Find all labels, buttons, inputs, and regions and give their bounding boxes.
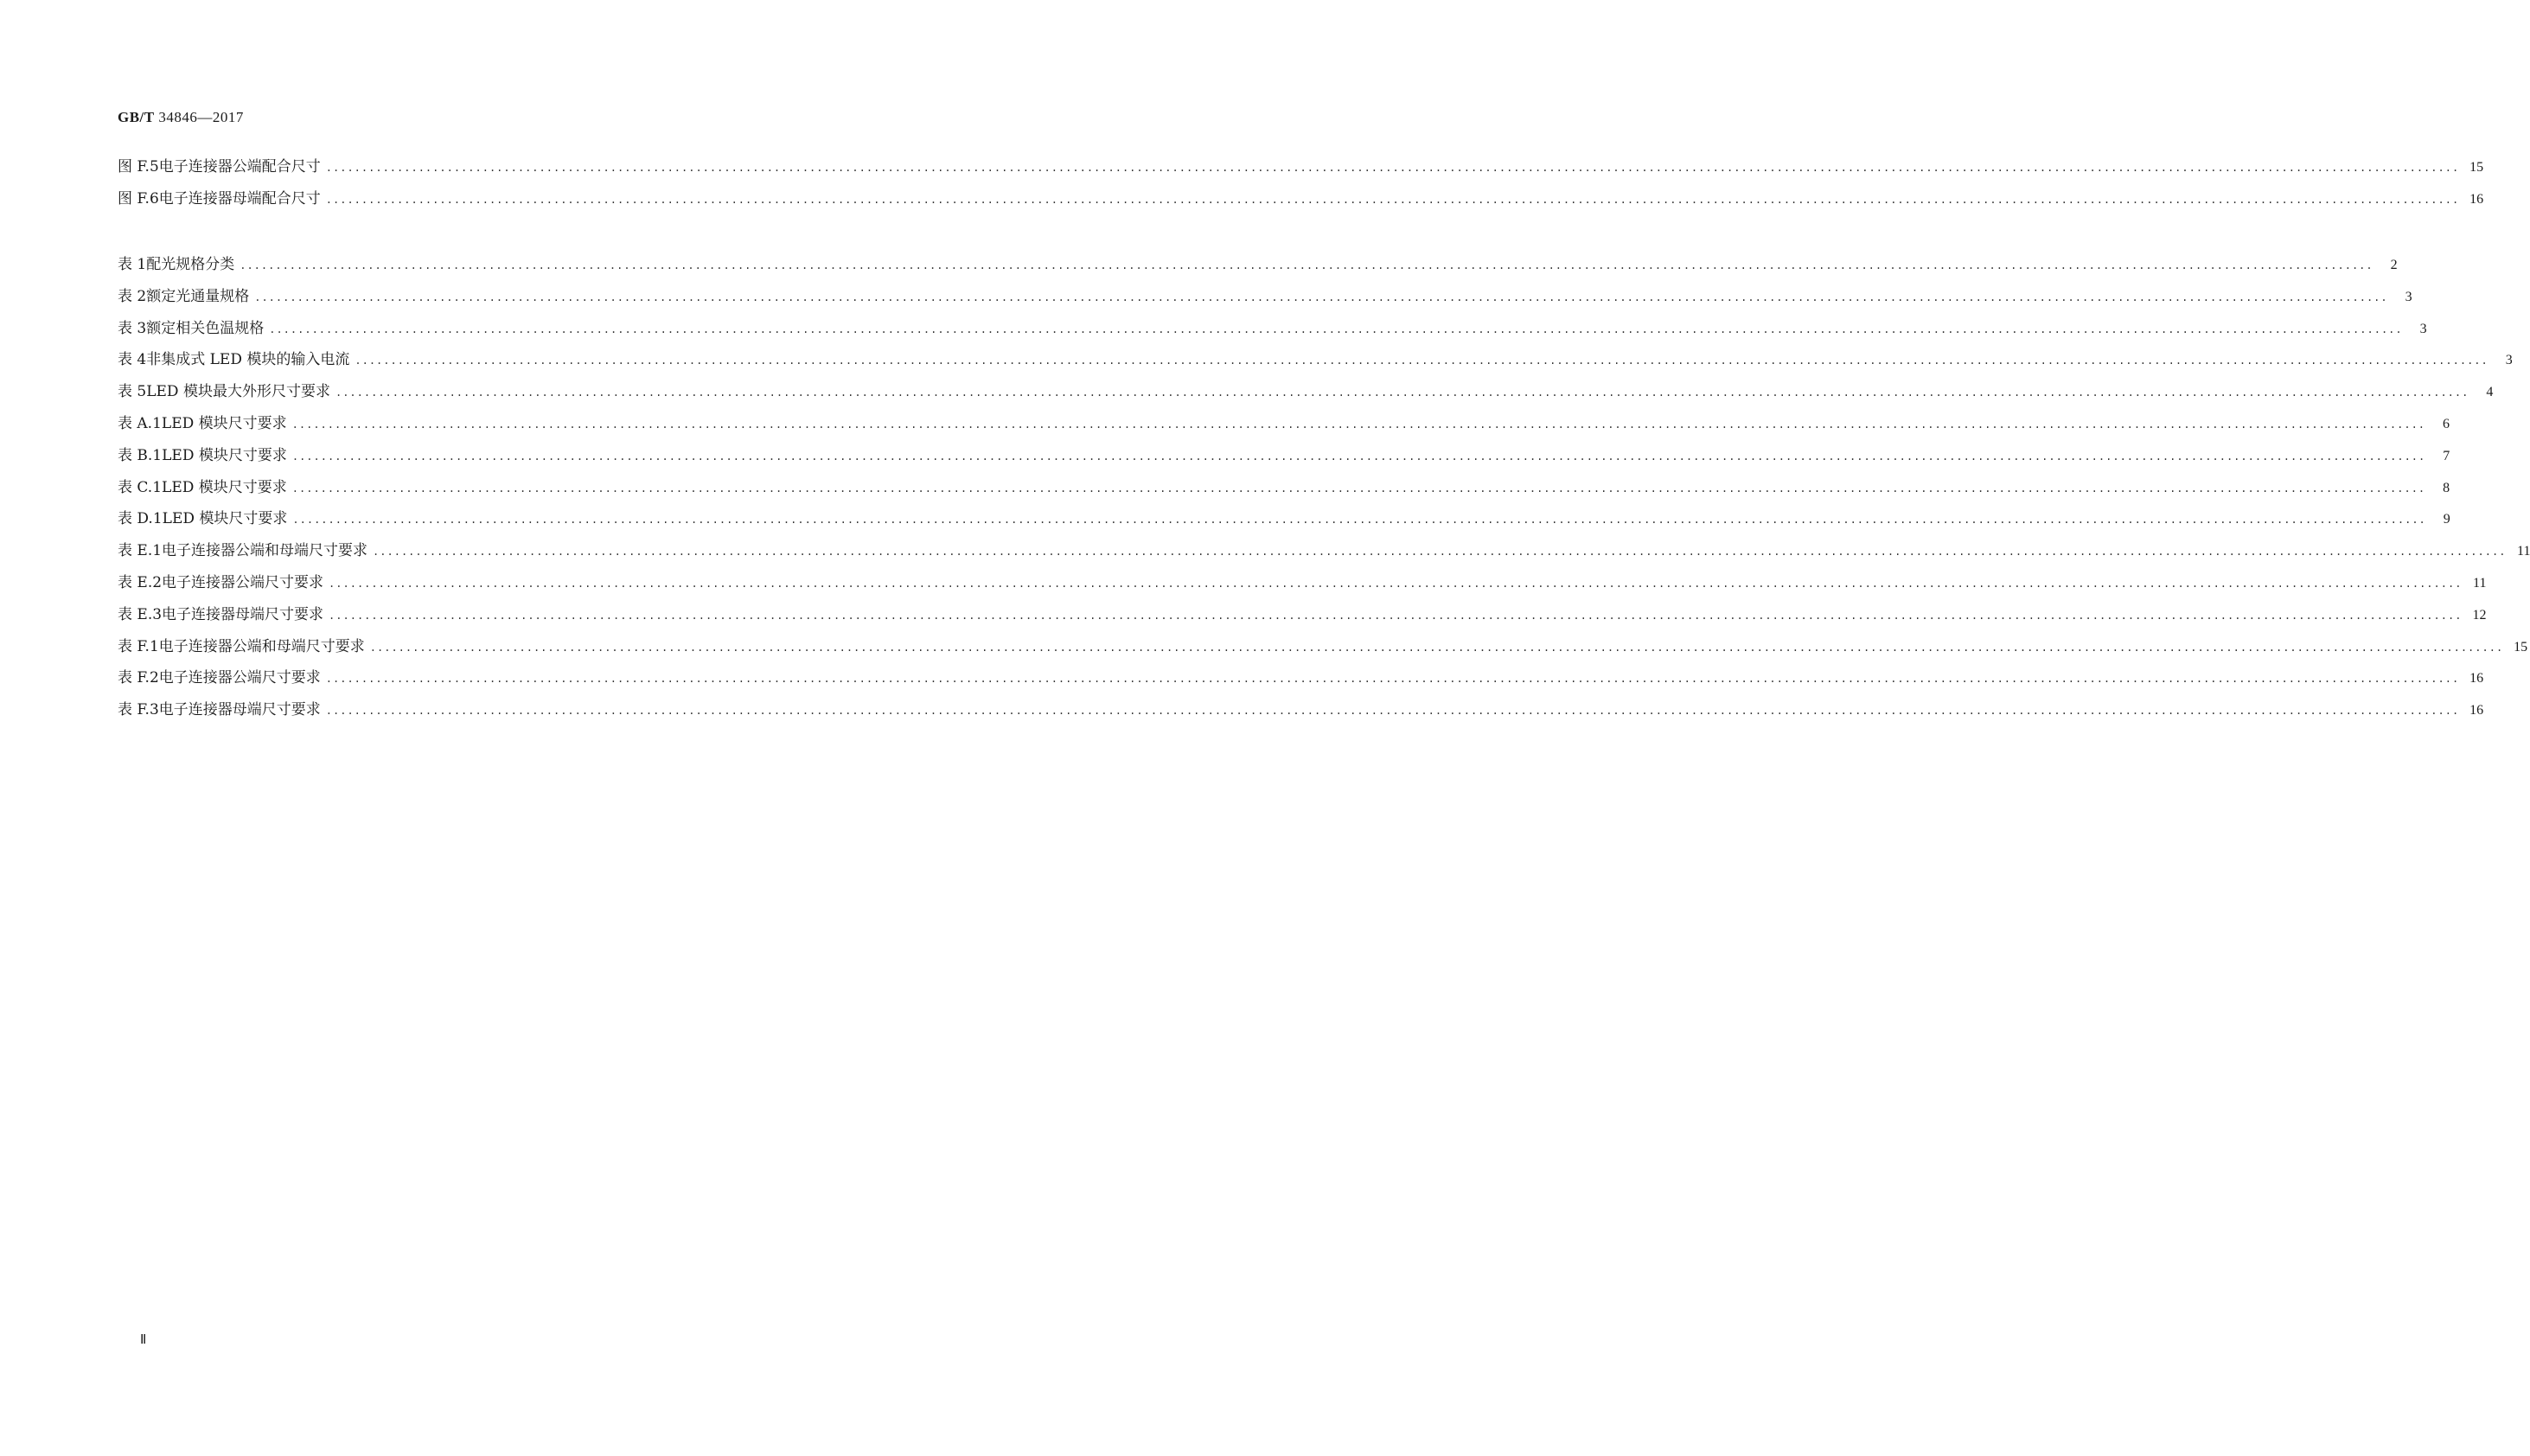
toc-entry-title: 电子连接器母端配合尺寸 [158,189,321,208]
table-entry[interactable] [118,379,2494,411]
toc-entry-page: 15 [2514,639,2528,655]
toc-entry-label: 表 D.1 [118,510,163,528]
toc-entry-page: 11 [2473,575,2487,591]
toc-entry-title: 配光规格分类 [146,256,235,273]
toc-entry-page: 7 [2443,448,2450,463]
dot-leader: ............................................................................................................................................................................................................................................................................................................ [240,259,2373,271]
toc-entry-page: 3 [2505,353,2513,368]
toc-entry-page: 12 [2472,607,2487,623]
toc-entry-page: 16 [2469,703,2484,718]
page-number: Ⅱ [140,1333,147,1347]
table-entry[interactable] [118,411,2450,443]
standard-code [118,109,244,126]
dot-leader: ............................................................................................................................................................................................................................................................................................................ [325,705,2460,718]
table-entry[interactable] [118,347,2513,379]
table-entry[interactable] [118,570,2487,602]
table-entry[interactable] [118,538,2530,570]
toc-entry-page: 9 [2443,512,2450,527]
toc-entry-label: 表 A.1 [118,414,162,432]
toc-entry-title: 电子连接器公端配合尺寸 [158,158,321,176]
dot-leader: ............................................................................................................................................................................................................................................................................................................ [291,418,2426,431]
toc-entry-title: 非集成式 LED 模块的输入电流 [146,351,350,369]
toc-entry-label: 表 E.2 [118,573,163,591]
toc-entry-title: 电子连接器母端尺寸要求 [162,605,324,623]
toc-entry-title: 电子连接器母端尺寸要求 [158,701,321,719]
dot-leader: ............................................................................................................................................................................................................................................................................................................ [269,322,2403,335]
toc-entry-title: LED 模块尺寸要求 [162,510,288,528]
dot-leader: ............................................................................................................................................................................................................................................................................................................ [329,577,2463,590]
toc-entry-label: 表 E.1 [118,542,163,560]
dot-leader: ............................................................................................................................................................................................................................................................................................................ [335,386,2469,399]
toc-entry-label: 表 F.1 [118,637,159,655]
figure-list [118,154,2484,218]
toc-entry-title: LED 模块尺寸要求 [162,478,287,496]
standard-prefix: GB/T [118,109,155,125]
toc-entry-label: 表 B.1 [118,446,163,464]
table-entry[interactable] [118,665,2484,697]
toc-entry-label: 表 F.3 [118,701,159,719]
table-list [118,252,2530,729]
toc-entry-label: 图 F.5 [118,158,159,176]
toc-entry-page: 15 [2469,160,2484,175]
toc-entry-page: 11 [2517,544,2530,559]
dot-leader: ............................................................................................................................................................................................................................................................................................................ [325,673,2460,686]
standard-number: 34846—2017 [158,109,244,125]
dot-leader: ............................................................................................................................................................................................................................................................................................................ [291,450,2426,463]
toc-entry-page: 4 [2486,385,2494,400]
dot-leader: ............................................................................................................................................................................................................................................................................................................ [325,193,2460,206]
toc-entry-page: 3 [2419,321,2427,336]
toc-entry-label: 图 F.6 [118,189,159,208]
toc-entry-label: 表 2 [118,287,147,305]
toc-entry-page: 2 [2390,258,2398,272]
toc-entry-page: 16 [2469,191,2484,207]
toc-entry-title: 额定光通量规格 [146,287,250,305]
toc-entry-title: LED 模块最大外形尺寸要求 [146,383,330,401]
table-entry[interactable] [118,634,2528,666]
toc-entry-label: 表 1 [118,256,147,273]
toc-entry-label: 表 E.3 [118,605,163,623]
table-entry[interactable] [118,475,2450,507]
toc-entry-label: 表 4 [118,351,147,369]
toc-entry-title: 电子连接器公端尺寸要求 [162,573,324,591]
toc-entry-page: 6 [2443,416,2450,431]
table-entry[interactable] [118,252,2398,284]
toc-entry-title: 额定相关色温规格 [146,319,265,337]
figure-entry[interactable] [118,186,2484,218]
table-entry[interactable] [118,506,2450,538]
dot-leader: ............................................................................................................................................................................................................................................................................................................ [291,482,2426,495]
dot-leader: ............................................................................................................................................................................................................................................................................................................ [329,609,2463,622]
toc-entry-label: 表 3 [118,319,147,337]
toc-entry-title: LED 模块尺寸要求 [161,414,287,432]
toc-entry-title: 电子连接器公端尺寸要求 [158,669,321,687]
dot-leader: ............................................................................................................................................................................................................................................................................................................ [373,546,2507,559]
dot-leader: ............................................................................................................................................................................................................................................................................................................ [325,162,2460,174]
toc-entry-page: 8 [2443,480,2450,495]
table-entry[interactable] [118,602,2487,634]
table-entry[interactable] [118,316,2427,348]
dot-leader: ............................................................................................................................................................................................................................................................................................................ [369,641,2504,654]
table-entry[interactable] [118,443,2450,475]
toc-entry-title: 电子连接器公端和母端尺寸要求 [158,637,365,655]
toc-entry-title: 电子连接器公端和母端尺寸要求 [162,542,368,560]
toc-entry-page: 16 [2469,671,2484,686]
table-entry[interactable] [118,697,2484,729]
table-entry[interactable] [118,284,2412,316]
toc-entry-title: LED 模块尺寸要求 [162,446,287,464]
dot-leader: ............................................................................................................................................................................................................................................................................................................ [292,514,2426,527]
figure-entry[interactable] [118,154,2484,186]
toc-entry-page: 3 [2405,289,2412,304]
dot-leader: ............................................................................................................................................................................................................................................................................................................ [355,354,2488,367]
toc-entry-label: 表 C.1 [118,478,163,496]
toc-entry-label: 表 5 [118,383,147,401]
dot-leader: ............................................................................................................................................................................................................................................................................................................ [254,291,2388,303]
toc-entry-label: 表 F.2 [118,669,159,687]
